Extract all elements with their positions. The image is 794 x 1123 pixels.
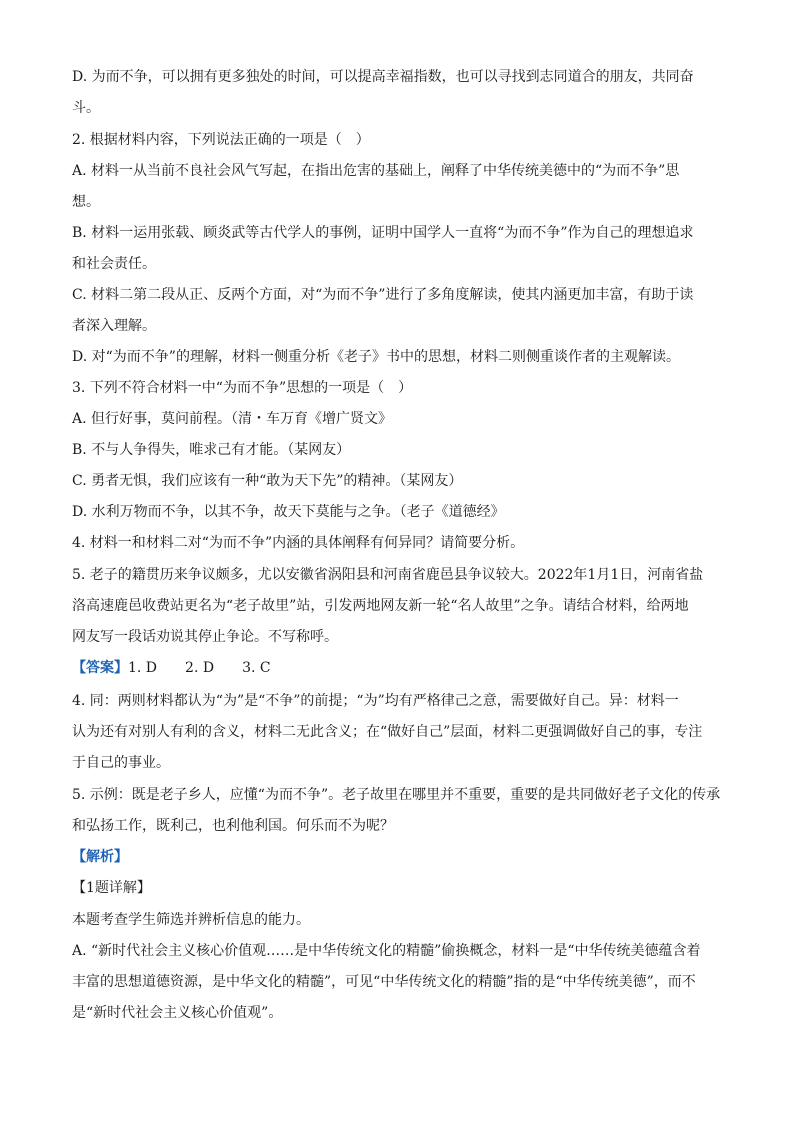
question-3: 3. 下列不符合材料一中“为而不争”思想的一项是（ ） — [72, 380, 413, 396]
option-2c: C. 材料二第二段从正、反两个方面，对“为而不争”进行了多角度解读，使其内涵更加丰富，有助于读 — [72, 287, 694, 303]
answer-label: 【答案】 — [72, 660, 128, 676]
text-line: 于自己的事业。 — [72, 755, 170, 771]
option-3c: C. 勇者无惧，我们应该有一种“敢为天下先”的精神。（某网友） — [72, 473, 463, 489]
text-line: 和弘扬工作，既利己，也利他利国。何乐而不为呢？ — [72, 818, 394, 834]
question-5: 5. 老子的籍贯历来争议颇多，尤以安徽省涡阳县和河南省鹿邑县争议较大。2022年1月1日，河南省盐 — [72, 567, 704, 583]
option-3a: A. 但行好事，莫问前程。（清・车万育《增广贤文》 — [72, 411, 393, 427]
text-line: D. 为而不争，可以拥有更多独处的时间，可以提高幸福指数，也可以寻找到志同道合的朋友，共同奋 — [72, 69, 694, 85]
answer-4: 4. 同：两则材料都认为“为”是“不争”的前提；“为”均有严格律己之意，需要做好自己。异：材料一 — [72, 693, 679, 709]
option-2d: D. 对“为而不争”的理解，材料一侧重分析《老子》书中的思想，材料二则侧重谈作者的主观解读。 — [72, 349, 680, 365]
text-line: A. “新时代社会主义核心价值观……是中华传统文化的精髓”偷换概念，材料一是“中华传统美德蕴含着 — [72, 943, 701, 959]
option-3b: B. 不与人争得失，唯求己有才能。（某网友） — [72, 442, 351, 458]
text-line: 丰富的思想道德资源，是中华文化的精髓”，可见“中华传统文化的精髓”指的是“中华传统美德”，而不 — [72, 974, 696, 990]
answer-5: 5. 示例：既是老子乡人，应懂“为而不争”。老子故里在哪里并不重要，重要的是共同做好老子文化的传承 — [72, 787, 721, 803]
text-line: 斗。 — [72, 100, 100, 116]
detail-label: 【1题详解】 — [72, 880, 151, 896]
text-line: 想。 — [72, 194, 100, 210]
text-line: 是“新时代社会主义核心价值观”。 — [72, 1005, 283, 1021]
text-line: 认为还有对别人有利的含义，材料二无此含义；在“做好自己”层面，材料二更强调做好自己的事，专注 — [72, 724, 703, 740]
option-2b: B. 材料一运用张载、顾炎武等古代学人的事例，证明中国学人一直将“为而不争”作为自己的理想追求 — [72, 225, 694, 241]
option-2a: A. 材料一从当前不良社会风气写起，在指出危害的基础上，阐释了中华传统美德中的“为而不争”思 — [72, 163, 680, 179]
answer-line — [72, 658, 732, 678]
analysis-label: 【解析】 — [72, 849, 128, 865]
option-3d: D. 水利万物而不争，以其不争，故天下莫能与之争。（老子《道德经》 — [72, 504, 505, 520]
text-line: 本题考查学生筛选并辨析信息的能力。 — [72, 912, 310, 928]
text-line: 和社会责任。 — [72, 256, 156, 272]
answer-text: 1. D 2. D 3. C — [128, 660, 271, 676]
text-line: 洛高速鹿邑收费站更名为“老子故里”站，引发两地网友新一轮“名人故里”之争。请结合材料，给两地 — [72, 598, 689, 614]
question-2: 2. 根据材料内容，下列说法正确的一项是（ ） — [72, 132, 370, 148]
question-4: 4. 材料一和材料二对“为而不争”内涵的具体阐释有何异同？请简要分析。 — [72, 535, 525, 551]
text-line: 网友写一段话劝说其停止争论。不写称呼。 — [72, 629, 338, 645]
text-line: 者深入理解。 — [72, 318, 156, 334]
